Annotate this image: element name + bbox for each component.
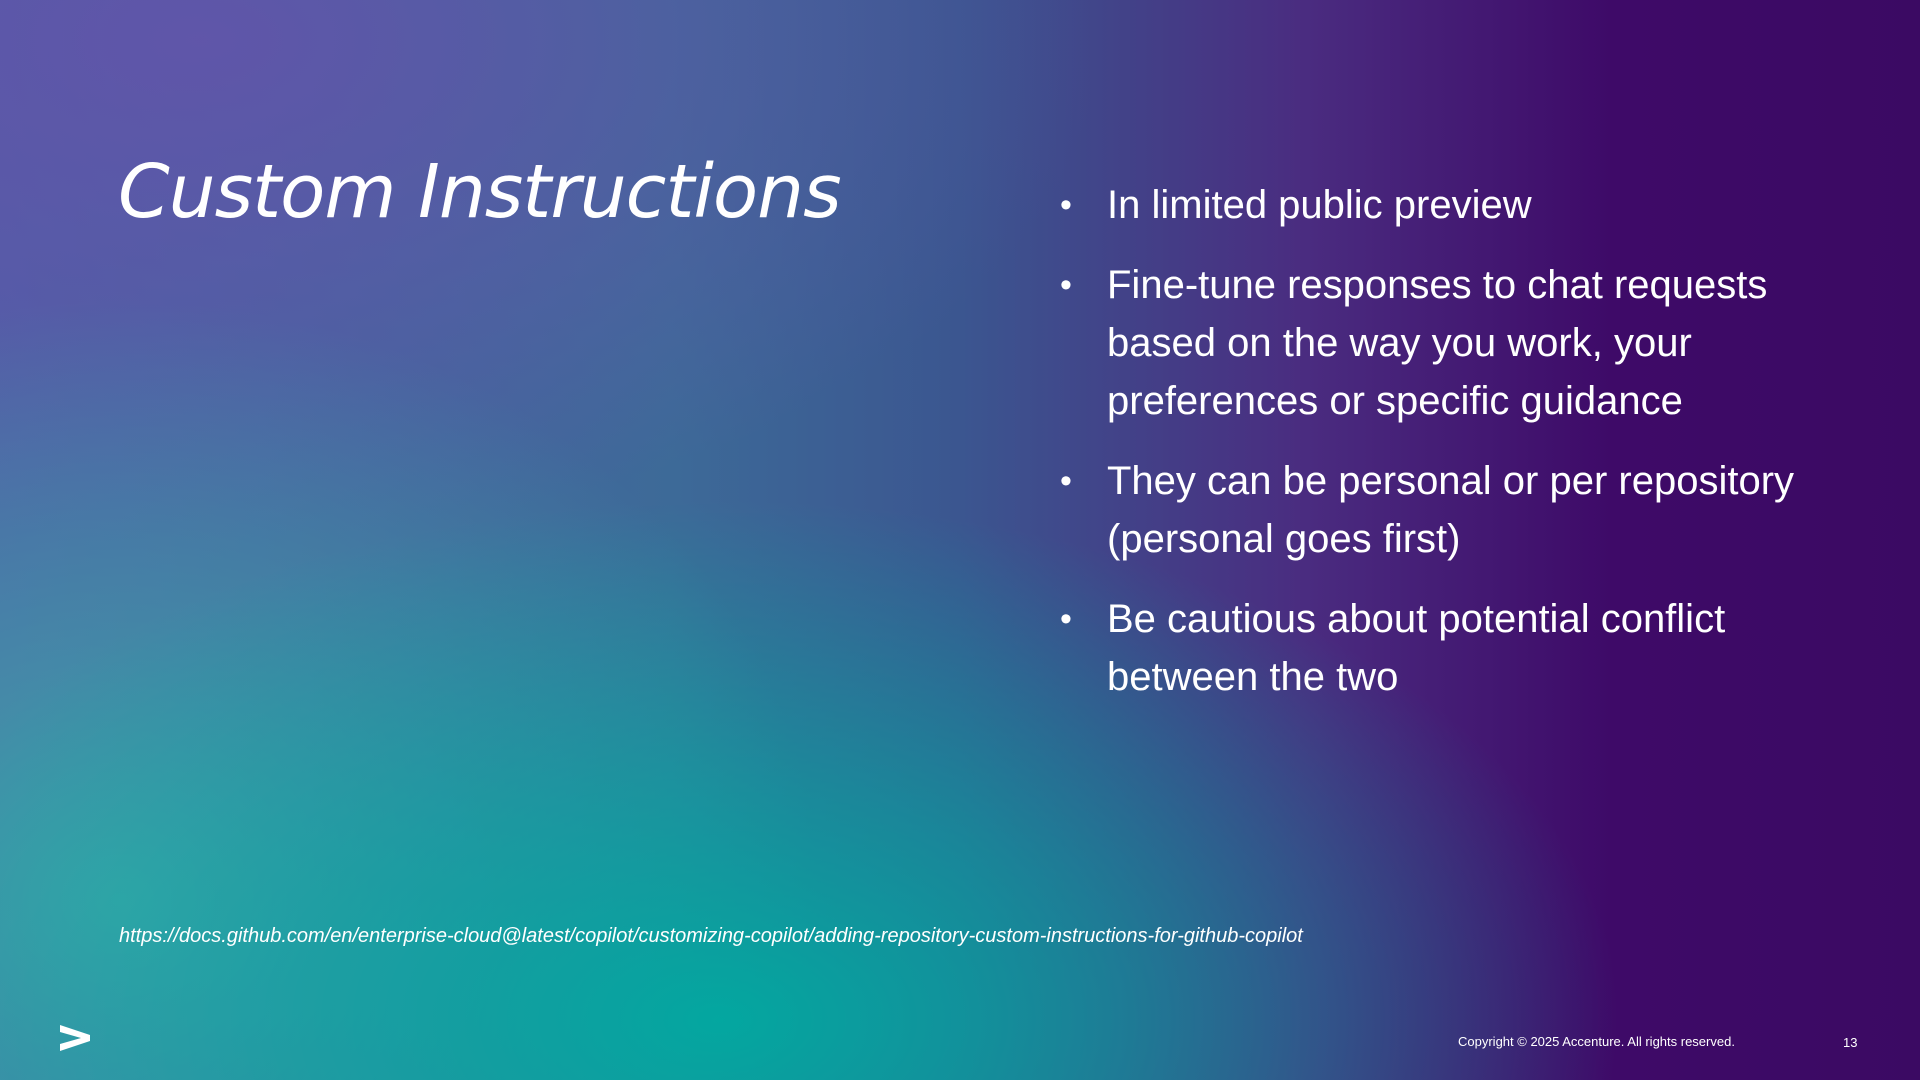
bullet-item [1060,256,1820,430]
slide-title: Custom Instructions [118,149,841,235]
bullet-item [1060,176,1820,234]
bullet-text: Fine-tune responses to chat requests based on the way you work, your preferences or specific guidance [1107,263,1768,423]
bullet-text: They can be personal or per repository (personal goes first) [1107,459,1795,561]
copyright-text: Copyright © 2025 Accenture. All rights reserved. [1458,1034,1735,1049]
bullet-list [1060,176,1820,728]
bullet-item [1060,452,1820,568]
bullet-dot-icon: • [1060,600,1072,638]
bullet-text: In limited public preview [1107,183,1532,227]
bullet-text: Be cautious about potential conflict between the two [1107,597,1726,699]
bullet-dot-icon: • [1060,462,1072,500]
bullet-dot-icon: • [1060,266,1072,304]
page-number: 13 [1843,1035,1858,1050]
bullet-dot-icon: • [1060,186,1072,224]
source-link[interactable]: https://docs.github.com/en/enterprise-cloud@latest/copilot/customizing-copilot/adding-repository-custom-instructions-for-github-copilot [119,925,1303,947]
bullet-item [1060,590,1820,706]
accenture-chevron-icon [58,1020,92,1054]
